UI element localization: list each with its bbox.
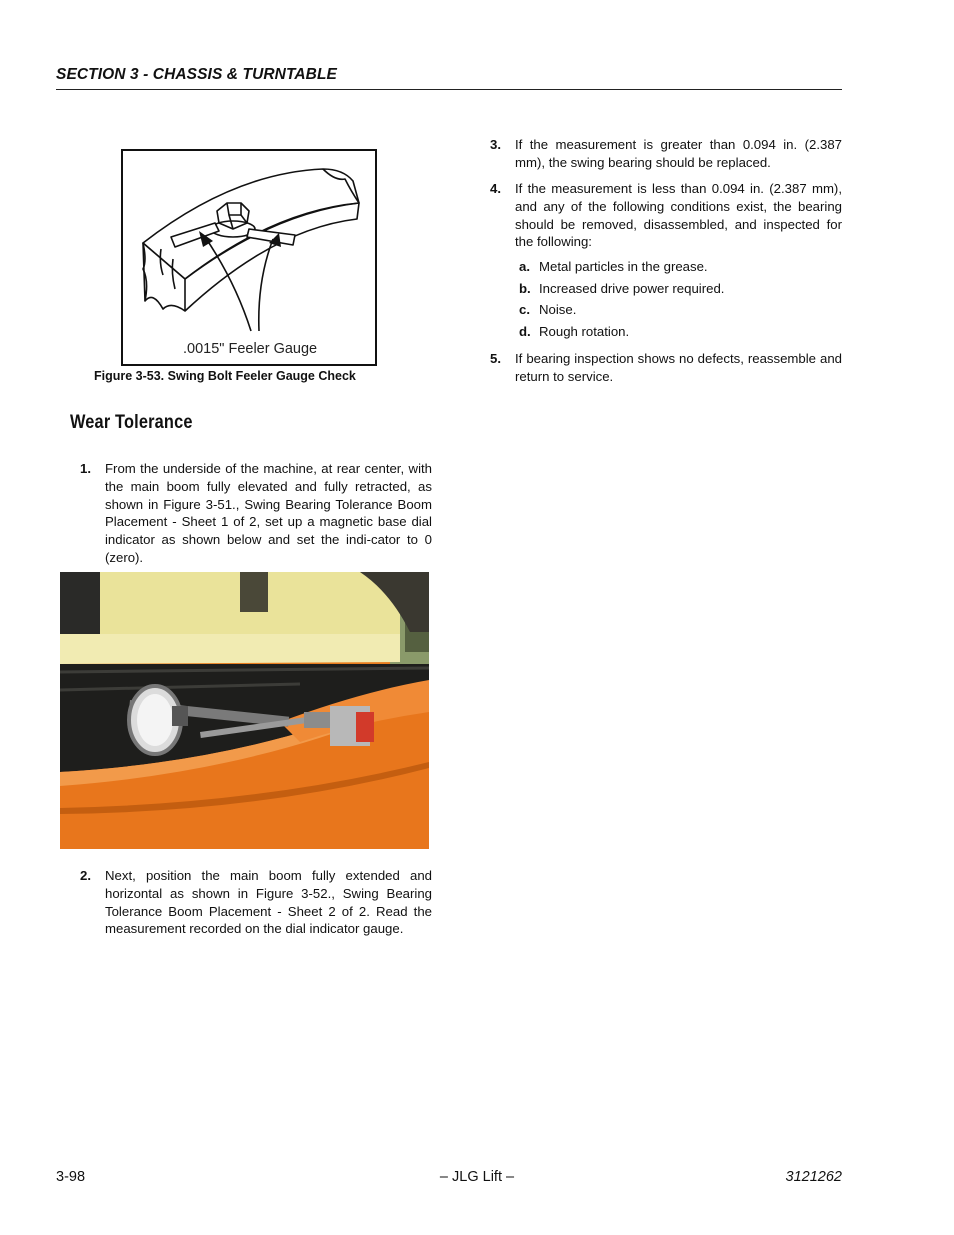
- step-3: [490, 136, 842, 176]
- sub-item-letter: b.: [519, 281, 531, 296]
- step-text: From the underside of the machine, at rear center, with the main boom fully elevated and fully retracted, as shown in Figure 3-51., Swing Bearing Tolerance Boom Placement - Sheet 1 of 2, set up a magnetic base dial indicator as shown below and set the indi-cator to 0 (zero).: [105, 461, 432, 565]
- step-number: 5.: [490, 351, 501, 366]
- step-number: 2.: [80, 868, 91, 883]
- step-number: 3.: [490, 137, 501, 152]
- step-5: [490, 350, 842, 390]
- sub-item-c: [519, 301, 839, 321]
- sub-item-letter: d.: [519, 324, 531, 339]
- sub-item-a: [519, 258, 839, 278]
- document-number: 3121262: [785, 1169, 842, 1185]
- sub-item-text: Increased drive power required.: [539, 281, 725, 296]
- step-text: If the measurement is greater than 0.094 in. (2.387 mm), the swing bearing should be replaced.: [515, 137, 842, 170]
- dial-indicator-photo: [60, 572, 429, 849]
- feeler-gauge-drawing: [123, 151, 375, 364]
- step-text: If the measurement is less than 0.094 in. (2.387 mm), and any of the following conditions exist, the bearing should be removed, disassembled, and inspected for the following:: [515, 181, 842, 250]
- sub-item-text: Noise.: [539, 302, 577, 317]
- step-number: 4.: [490, 181, 501, 196]
- sub-item-letter: c.: [519, 302, 530, 317]
- sub-item-d: [519, 323, 839, 343]
- feeler-gauge-label: .0015" Feeler Gauge: [183, 341, 318, 357]
- footer-brand: – JLG Lift –: [439, 1169, 515, 1185]
- feeler-gauge-figure: [121, 149, 377, 366]
- section-header: SECTION 3 - CHASSIS & TURNTABLE: [56, 66, 337, 83]
- sub-item-text: Rough rotation.: [539, 324, 630, 339]
- step-text: If bearing inspection shows no defects, reassemble and return to service.: [515, 351, 842, 384]
- step-2: [80, 867, 432, 943]
- step-number: 1.: [80, 461, 91, 476]
- step-1: [80, 460, 432, 570]
- page-number: 3-98: [56, 1169, 86, 1185]
- section-heading: Wear Tolerance: [70, 412, 193, 433]
- step-4: [490, 180, 842, 256]
- figure-caption: Figure 3-53. Swing Bolt Feeler Gauge Check: [94, 369, 356, 383]
- sub-item-letter: a.: [519, 259, 530, 274]
- header-rule: [56, 89, 842, 90]
- sub-item-b: [519, 280, 839, 300]
- sub-item-text: Metal particles in the grease.: [539, 259, 708, 274]
- step-text: Next, position the main boom fully extended and horizontal as shown in Figure 3-52., Swing Bearing Tolerance Boom Placement - Sheet 2 of 2. Read the measurement recorded on the dial indicator gauge.: [105, 868, 432, 937]
